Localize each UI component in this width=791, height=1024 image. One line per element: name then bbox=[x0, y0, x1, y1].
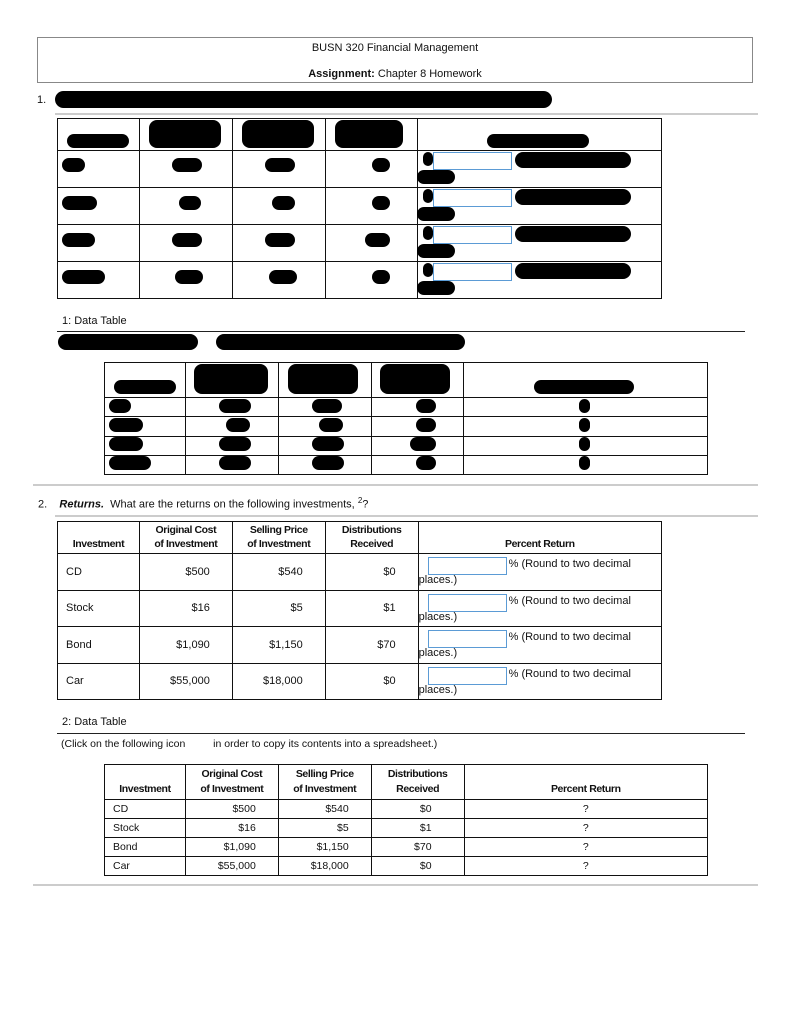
round-hint: places.) bbox=[418, 683, 458, 696]
distributions-cell: $1 bbox=[325, 590, 418, 627]
redacted-instruction bbox=[216, 334, 465, 350]
redacted-cell bbox=[219, 456, 251, 470]
redacted-cell bbox=[417, 170, 455, 184]
table-row bbox=[58, 663, 662, 700]
col-original-cost: Original Cost of Investment bbox=[139, 522, 232, 554]
redacted-cell bbox=[423, 226, 433, 240]
data-table-1-title: 1: Data Table bbox=[62, 315, 127, 327]
copy-instruction-part-b: in order to copy its contents into a spreadsheet.) bbox=[213, 738, 438, 750]
divider bbox=[55, 515, 758, 517]
col-original-cost: Original Cost of Investment bbox=[185, 765, 278, 800]
answer-input[interactable] bbox=[433, 152, 512, 170]
redacted-cell bbox=[312, 456, 344, 470]
copy-instruction-part-a: (Click on the following icon bbox=[61, 738, 186, 750]
copy-instruction bbox=[61, 738, 437, 750]
round-hint: places.) bbox=[418, 574, 458, 586]
divider bbox=[57, 733, 745, 734]
divider bbox=[57, 331, 745, 332]
round-hint: % (Round to two decimal bbox=[508, 631, 631, 643]
redacted-cell bbox=[423, 263, 433, 277]
redacted-cell bbox=[410, 437, 436, 451]
redacted-cell bbox=[416, 399, 436, 413]
col-investment: Investment bbox=[58, 522, 140, 554]
course-title: BUSN 320 Financial Management bbox=[311, 42, 479, 54]
assignment-line bbox=[38, 68, 752, 80]
selling-price-cell: $18,000 bbox=[232, 663, 325, 700]
redacted-cell bbox=[417, 244, 455, 258]
redacted-cell bbox=[288, 364, 358, 394]
percent-return-input-bond[interactable] bbox=[428, 630, 507, 648]
redacted-cell bbox=[335, 120, 403, 148]
question-2-prompt bbox=[38, 496, 368, 511]
redacted-cell bbox=[380, 364, 450, 394]
answer-input[interactable] bbox=[433, 189, 512, 207]
original-cost-cell: $16 bbox=[139, 590, 232, 627]
answer-input[interactable] bbox=[433, 226, 512, 244]
redacted-cell bbox=[579, 456, 590, 470]
distributions-cell: $70 bbox=[371, 838, 464, 857]
original-cost-cell: $16 bbox=[185, 819, 278, 838]
redacted-cell bbox=[579, 437, 590, 451]
redacted-cell bbox=[62, 158, 85, 172]
redacted-cell bbox=[423, 189, 433, 203]
redacted-cell bbox=[416, 456, 436, 470]
investment-cell: Stock bbox=[58, 590, 140, 627]
selling-price-cell: $540 bbox=[232, 554, 325, 591]
redacted-cell bbox=[272, 196, 295, 210]
answer-cell bbox=[418, 590, 661, 627]
selling-price-cell: $1,150 bbox=[232, 627, 325, 664]
col-percent-return: Percent Return bbox=[418, 522, 661, 554]
selling-price-cell: $18,000 bbox=[278, 857, 371, 876]
redacted-cell bbox=[365, 233, 390, 247]
redacted-cell bbox=[372, 196, 390, 210]
selling-price-cell: $540 bbox=[278, 800, 371, 819]
distributions-cell: $0 bbox=[325, 554, 418, 591]
question-1-number: 1. bbox=[37, 94, 47, 106]
header-box bbox=[37, 37, 753, 83]
redacted-cell bbox=[67, 134, 129, 148]
redacted-instruction bbox=[58, 334, 198, 350]
table-row bbox=[105, 857, 708, 876]
percent-return-cell: ? bbox=[464, 857, 707, 876]
answer-cell bbox=[418, 663, 661, 700]
redacted-cell bbox=[579, 399, 590, 413]
redacted-cell bbox=[62, 270, 105, 284]
investment-cell: Stock bbox=[105, 819, 186, 838]
redacted-cell bbox=[515, 189, 631, 205]
redacted-cell bbox=[175, 270, 203, 284]
redacted-cell bbox=[226, 418, 250, 432]
data-table-1 bbox=[104, 362, 708, 475]
redacted-cell bbox=[487, 134, 589, 148]
redacted-cell bbox=[242, 120, 314, 148]
redacted-cell bbox=[109, 437, 143, 451]
redacted-cell bbox=[416, 418, 436, 432]
redacted-cell bbox=[194, 364, 268, 394]
col-distributions: Distributions Received bbox=[371, 765, 464, 800]
percent-return-input-stock[interactable] bbox=[428, 594, 507, 612]
redacted-question-1-text bbox=[55, 91, 552, 108]
percent-return-cell: ? bbox=[464, 800, 707, 819]
table-row bbox=[105, 800, 708, 819]
redacted-cell bbox=[423, 152, 433, 166]
assignment-value: Chapter 8 Homework bbox=[377, 68, 482, 80]
redacted-cell bbox=[417, 281, 455, 295]
investment-cell: CD bbox=[105, 800, 186, 819]
redacted-cell bbox=[219, 437, 251, 451]
original-cost-cell: $500 bbox=[185, 800, 278, 819]
percent-return-input-car[interactable] bbox=[428, 667, 507, 685]
table-row bbox=[58, 554, 662, 591]
original-cost-cell: $1,090 bbox=[139, 627, 232, 664]
assignment-label: Assignment: bbox=[308, 68, 375, 80]
redacted-cell bbox=[265, 233, 295, 247]
round-hint: places.) bbox=[418, 610, 458, 623]
redacted-cell bbox=[172, 233, 202, 247]
redacted-cell bbox=[579, 418, 590, 432]
redacted-cell bbox=[372, 270, 390, 284]
redacted-cell bbox=[372, 158, 390, 172]
percent-return-cell: ? bbox=[464, 819, 707, 838]
redacted-cell bbox=[219, 399, 251, 413]
original-cost-cell: $1,090 bbox=[185, 838, 278, 857]
investment-cell: CD bbox=[58, 554, 140, 591]
data-table-2-title: 2: Data Table bbox=[62, 716, 127, 728]
question-2-topic: Returns. bbox=[59, 498, 105, 511]
divider bbox=[55, 113, 758, 115]
redacted-cell bbox=[62, 196, 97, 210]
investment-cell: Car bbox=[105, 857, 186, 876]
original-cost-cell: $55,000 bbox=[139, 663, 232, 700]
redacted-cell bbox=[62, 233, 95, 247]
footnote-marker: 2 bbox=[357, 496, 363, 505]
redacted-cell bbox=[109, 418, 143, 432]
answer-cell bbox=[418, 627, 661, 664]
round-hint: places.) bbox=[418, 647, 458, 659]
redacted-cell bbox=[172, 158, 202, 172]
col-selling-price: Selling Price of Investment bbox=[232, 522, 325, 554]
redacted-cell bbox=[109, 456, 151, 470]
question-2-number: 2. bbox=[38, 498, 48, 511]
redacted-cell bbox=[515, 152, 631, 168]
investment-cell: Bond bbox=[105, 838, 186, 857]
distributions-cell: $0 bbox=[325, 663, 418, 700]
question-2-text: What are the returns on the following investments, bbox=[110, 498, 355, 511]
original-cost-cell: $55,000 bbox=[185, 857, 278, 876]
distributions-cell: $70 bbox=[325, 627, 418, 664]
table-row bbox=[105, 819, 708, 838]
percent-return-input-cd[interactable] bbox=[428, 557, 507, 575]
redacted-cell bbox=[269, 270, 297, 284]
col-selling-price: Selling Price of Investment bbox=[278, 765, 371, 800]
round-hint: % (Round to two decimal bbox=[508, 594, 631, 607]
divider bbox=[33, 484, 758, 486]
redacted-cell bbox=[149, 120, 221, 148]
returns-table bbox=[57, 521, 662, 700]
redacted-cell bbox=[515, 263, 631, 279]
original-cost-cell: $500 bbox=[139, 554, 232, 591]
col-investment: Investment bbox=[105, 765, 186, 800]
redacted-cell bbox=[515, 226, 631, 242]
col-percent-return: Percent Return bbox=[464, 765, 707, 800]
round-hint: % (Round to two decimal bbox=[508, 558, 631, 570]
redacted-cell bbox=[534, 380, 634, 394]
data-table-2 bbox=[104, 764, 708, 876]
selling-price-cell: $5 bbox=[232, 590, 325, 627]
answer-input[interactable] bbox=[433, 263, 512, 281]
redacted-cell bbox=[179, 196, 201, 210]
table-row bbox=[105, 838, 708, 857]
table-row bbox=[58, 590, 662, 627]
answer-cell bbox=[418, 554, 661, 591]
redacted-cell bbox=[114, 380, 176, 394]
investment-cell: Bond bbox=[58, 627, 140, 664]
redacted-cell bbox=[265, 158, 295, 172]
percent-return-cell: ? bbox=[464, 838, 707, 857]
table-row bbox=[58, 627, 662, 664]
redacted-cell bbox=[417, 207, 455, 221]
distributions-cell: $1 bbox=[371, 819, 464, 838]
distributions-cell: $0 bbox=[371, 800, 464, 819]
divider bbox=[33, 884, 758, 886]
question-1-table bbox=[57, 118, 662, 298]
selling-price-cell: $5 bbox=[278, 819, 371, 838]
investment-cell: Car bbox=[58, 663, 140, 700]
question-2-end: ? bbox=[362, 498, 369, 511]
redacted-cell bbox=[312, 437, 344, 451]
selling-price-cell: $1,150 bbox=[278, 838, 371, 857]
round-hint: % (Round to two decimal bbox=[508, 667, 631, 680]
redacted-cell bbox=[312, 399, 342, 413]
col-distributions: Distributions Received bbox=[325, 522, 418, 554]
distributions-cell: $0 bbox=[371, 857, 464, 876]
redacted-cell bbox=[109, 399, 131, 413]
redacted-cell bbox=[319, 418, 343, 432]
